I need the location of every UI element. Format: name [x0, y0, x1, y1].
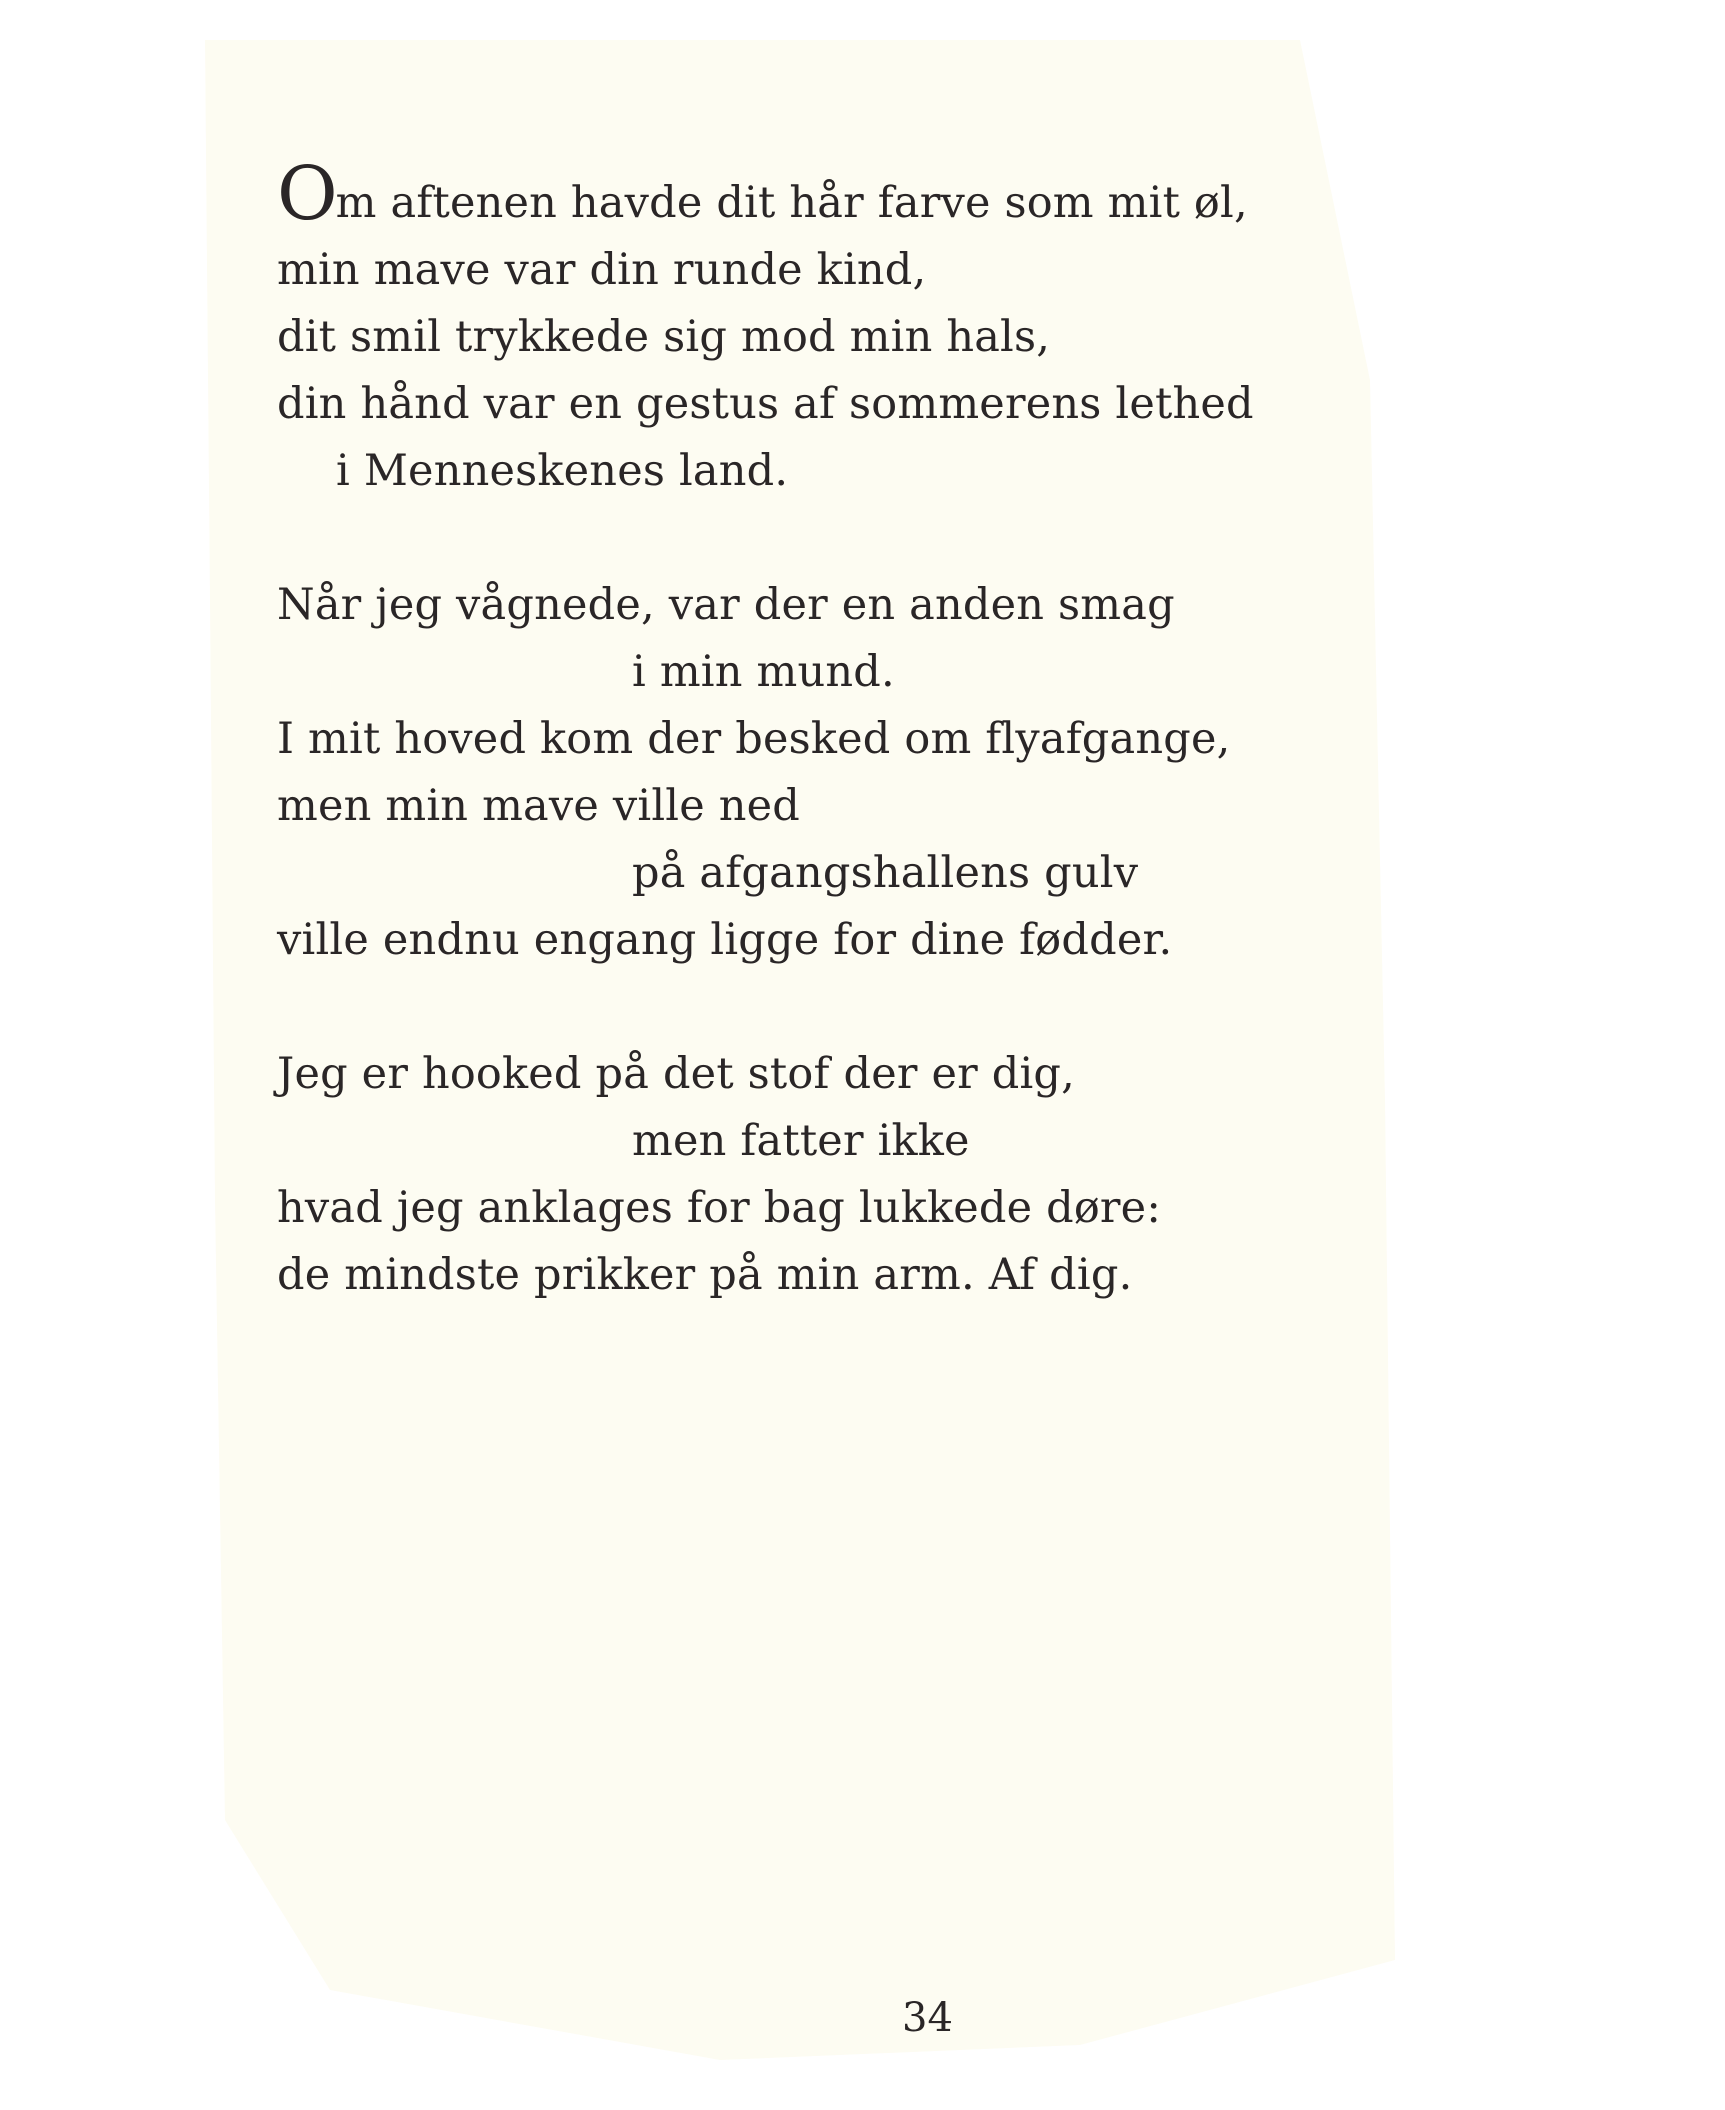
- stanza-break: [277, 505, 1254, 572]
- poem-line: i min mund.: [632, 647, 895, 697]
- poem-line: I mit hoved kom der besked om flyafgange,: [277, 714, 1231, 764]
- poem-line: men fatter ikke: [632, 1116, 970, 1166]
- poem-line: på afgangshallens gulv: [632, 848, 1139, 898]
- poem-line: hvad jeg anklages for bag lukkede døre:: [277, 1183, 1162, 1233]
- poem-line: Jeg er hooked på det stof der er dig,: [277, 1049, 1076, 1099]
- poem-line: dit smil trykkede sig mod min hals,: [277, 312, 1051, 362]
- poem-line: ville endnu engang ligge for dine fødder.: [277, 915, 1173, 965]
- poem-text: [277, 151, 1254, 1309]
- poem-line: i Menneskenes land.: [336, 446, 789, 496]
- poem-line: de mindste prikker på min arm. Af dig.: [277, 1250, 1133, 1300]
- poem-line: [277, 151, 1254, 237]
- poem-line-text: m aftenen havde dit hår farve som mit øl,: [335, 178, 1248, 228]
- page-number: 34: [902, 1995, 953, 2041]
- poem-line: men min mave ville ned: [277, 781, 801, 831]
- poem-line: min mave var din runde kind,: [277, 245, 927, 295]
- stanza-break: [277, 974, 1254, 1041]
- poem-line: din hånd var en gestus af sommerens lethed: [277, 379, 1254, 429]
- poem-line: Når jeg vågnede, var der en anden smag: [277, 580, 1175, 630]
- drop-cap: O: [277, 151, 336, 237]
